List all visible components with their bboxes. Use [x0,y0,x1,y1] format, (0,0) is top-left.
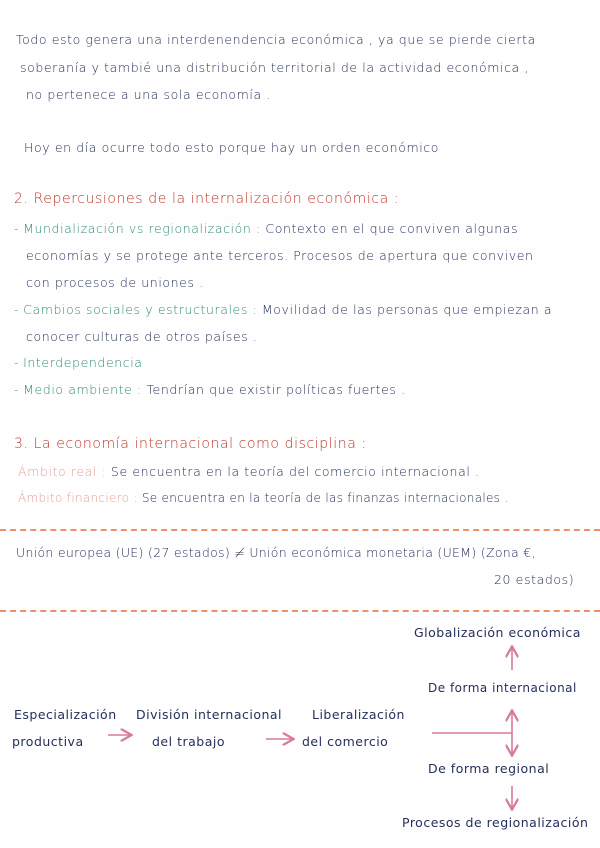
term-label: Medio ambiente : [23,382,142,397]
term-text: Contexto en el que conviven algunas [260,221,519,236]
intro-line-3: no pertenece a una sola economía . [26,87,271,102]
list-item-mundializacion: - Mundialización vs regionalización : Contexto en el que conviven algunas [14,221,519,236]
list-item-cont: con procesos de uniones . [26,275,204,290]
diagram-division-2: del trabajo [152,734,225,749]
term-label: Cambios sociales y estructurales : [23,302,258,317]
union-line-2: 20 estados) [494,572,575,587]
term-text: Se encuentra en la teoría del comercio internacional . [106,464,480,479]
today-line: Hoy en día ocurre todo esto porque hay un orden económico [24,140,440,155]
list-item-cont: conocer culturas de otros países . [26,329,258,344]
term-text: Tendrían que existir políticas fuertes . [141,382,406,397]
term-text: Se encuentra en la teoría de las finanzas internacionales . [137,491,509,505]
term-label: Interdependencia [23,355,143,370]
term-label: Mundialización vs regionalización : [23,221,261,236]
section-3-title: 3. La economía internacional como disciplina : [14,436,367,452]
diagram-especializacion-2: productiva [12,734,84,749]
diagram-division-1: División internacional [136,707,283,722]
list-item-cambios: - Cambios sociales y estructurales : Movilidad de las personas que empiezan a [14,302,553,317]
union-line-1: Unión europea (UE) (27 estados) ≠ Unión económica monetaria (UEM) (Zona €, [16,545,536,560]
diagram-especializacion-1: Especialización [14,707,117,722]
diagram-globalizacion: Globalización económica [414,625,581,640]
term-text: Movilidad de las personas que empiezan a [257,302,553,317]
diagram-liberalizacion-2: del comercio [302,734,389,749]
intro-line-2: soberanía y tambié una distribución territorial de la actividad económica , [20,60,529,75]
term-label: Ámbito real : [18,464,107,479]
list-item-cont: economías y se protege ante terceros. Procesos de apertura que conviven [26,248,534,263]
list-item-medio-ambiente: - Medio ambiente : Tendrían que existir políticas fuertes . [14,382,406,397]
term-label: Ámbito financiero : [18,491,138,505]
diagram-liberalizacion-1: Liberalización [312,707,405,722]
list-item-interdependencia: - Interdependencia [14,355,143,370]
diagram-forma-regional: De forma regional [428,761,550,776]
diagram-forma-internacional: De forma internacional [428,681,577,695]
diagram-procesos: Procesos de regionalización [402,815,589,830]
section-2-title: 2. Repercusiones de la internalización económica : [14,191,400,207]
intro-line-1: Todo esto genera una interdenendencia económica , ya que se pierde cierta [16,32,536,47]
